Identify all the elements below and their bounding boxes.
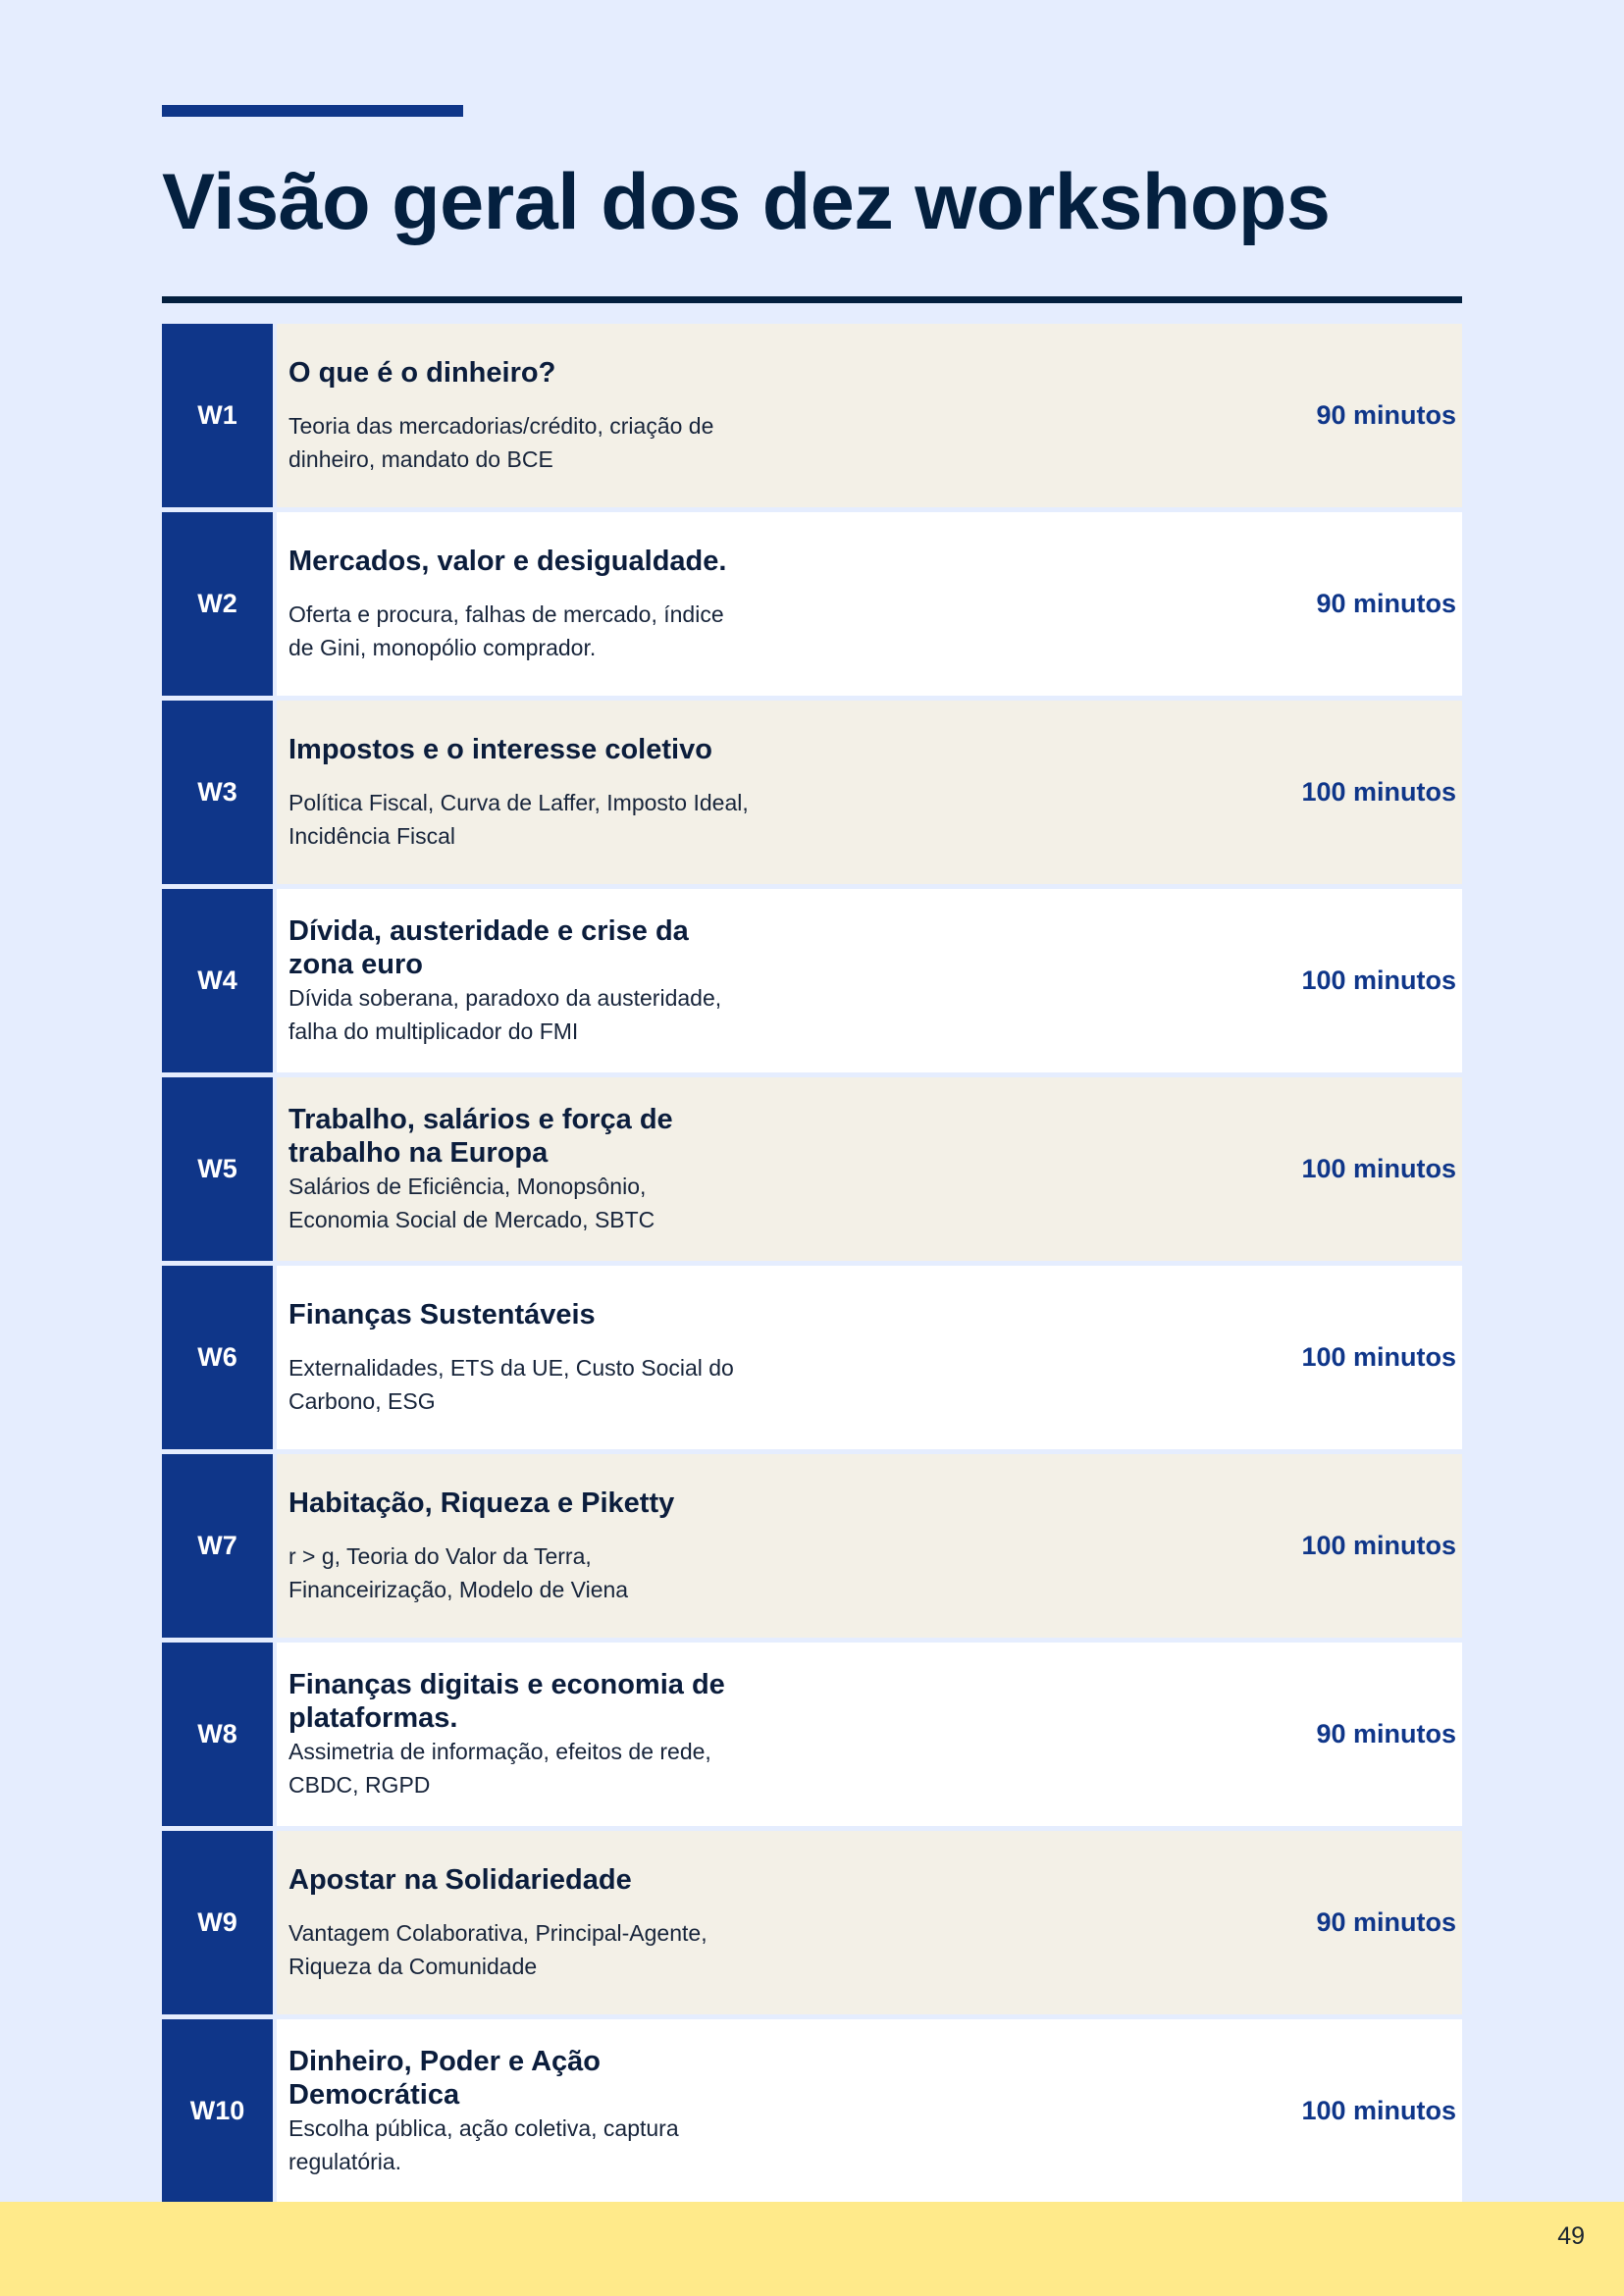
workshop-code: W9 [162,1831,273,2014]
page-title: Visão geral dos dez workshops [162,158,1331,246]
workshop-duration: 100 minutos [1301,1154,1456,1183]
page-number: 49 [1557,2222,1585,2250]
workshop-title: Finanças Sustentáveis [288,1298,596,1331]
workshop-duration: 90 minutos [1316,400,1456,430]
workshop-title: Finanças digitais e economia de plataformas. [288,1668,725,1734]
workshop-description: Teoria das mercadorias/crédito, criação de dinheiro, mandato do BCE [288,412,714,472]
workshop-duration: 90 minutos [1316,1719,1456,1748]
workshop-title: O que é o dinheiro? [288,356,556,389]
workshop-content [277,1077,1462,1261]
workshop-duration: 90 minutos [1316,589,1456,618]
workshop-content [277,1266,1462,1449]
workshop-title: Apostar na Solidariedade [288,1863,632,1896]
workshop-code: W8 [162,1643,273,1826]
workshop-code: W5 [162,1077,273,1261]
workshop-description: Dívida soberana, paradoxo da austeridade, falha do multiplicador do FMI [288,984,722,1044]
workshop-duration: 100 minutos [1301,777,1456,807]
workshop-row-w2 [162,512,1462,696]
workshop-description: Política Fiscal, Curva de Laffer, Imposto Ideal, Incidência Fiscal [288,789,749,849]
workshop-content [277,701,1462,884]
workshop-description: Vantagem Colaborativa, Principal-Agente, Riqueza da Comunidade [288,1919,707,1979]
workshop-row-w8 [162,1643,1462,1826]
workshop-row-w5 [162,1077,1462,1261]
workshop-description: r > g, Teoria do Valor da Terra, Financeirização, Modelo de Viena [288,1542,629,1602]
workshop-row-w7 [162,1454,1462,1638]
workshop-code: W2 [162,512,273,696]
workshop-row-w9 [162,1831,1462,2014]
workshop-content [277,1643,1462,1826]
workshop-content [277,512,1462,696]
workshop-code: W3 [162,701,273,884]
workshop-title: Impostos e o interesse coletivo [288,733,712,765]
workshop-row-w6 [162,1266,1462,1449]
workshop-content [277,2019,1462,2203]
workshop-description: Externalidades, ETS da UE, Custo Social do Carbono, ESG [288,1354,734,1414]
workshop-row-w3 [162,701,1462,884]
workshop-title: Mercados, valor e desigualdade. [288,545,727,577]
workshop-description: Assimetria de informação, efeitos de rede, CBDC, RGPD [288,1738,711,1798]
workshop-row-w4 [162,889,1462,1072]
workshop-table [162,324,1462,2208]
workshop-row-w1 [162,324,1462,507]
workshop-row-w10 [162,2019,1462,2203]
workshop-title: Trabalho, salários e força de trabalho na Europa [288,1103,673,1169]
workshop-code: W1 [162,324,273,507]
workshop-code: W6 [162,1266,273,1449]
workshop-description: Salários de Eficiência, Monopsônio, Economia Social de Mercado, SBTC [288,1173,655,1232]
workshop-code: W10 [162,2019,273,2203]
workshop-description: Escolha pública, ação coletiva, captura regulatória. [288,2114,679,2174]
workshop-code: W7 [162,1454,273,1638]
workshop-title: Dívida, austeridade e crise da zona euro [288,914,689,980]
workshop-title: Dinheiro, Poder e Ação Democrática [288,2045,601,2111]
workshop-title: Habitação, Riqueza e Piketty [288,1487,675,1519]
accent-bar [162,105,463,117]
workshop-description: Oferta e procura, falhas de mercado, índice de Gini, monopólio comprador. [288,600,724,660]
workshop-duration: 100 minutos [1301,1342,1456,1372]
workshop-content [277,1831,1462,2014]
footer-band [0,2202,1624,2296]
workshop-duration: 90 minutos [1316,1907,1456,1937]
workshop-content [277,324,1462,507]
workshop-duration: 100 minutos [1301,2096,1456,2125]
workshop-content [277,1454,1462,1638]
workshop-duration: 100 minutos [1301,1531,1456,1560]
workshop-code: W4 [162,889,273,1072]
workshop-content [277,889,1462,1072]
title-divider [162,296,1462,303]
workshop-duration: 100 minutos [1301,965,1456,995]
